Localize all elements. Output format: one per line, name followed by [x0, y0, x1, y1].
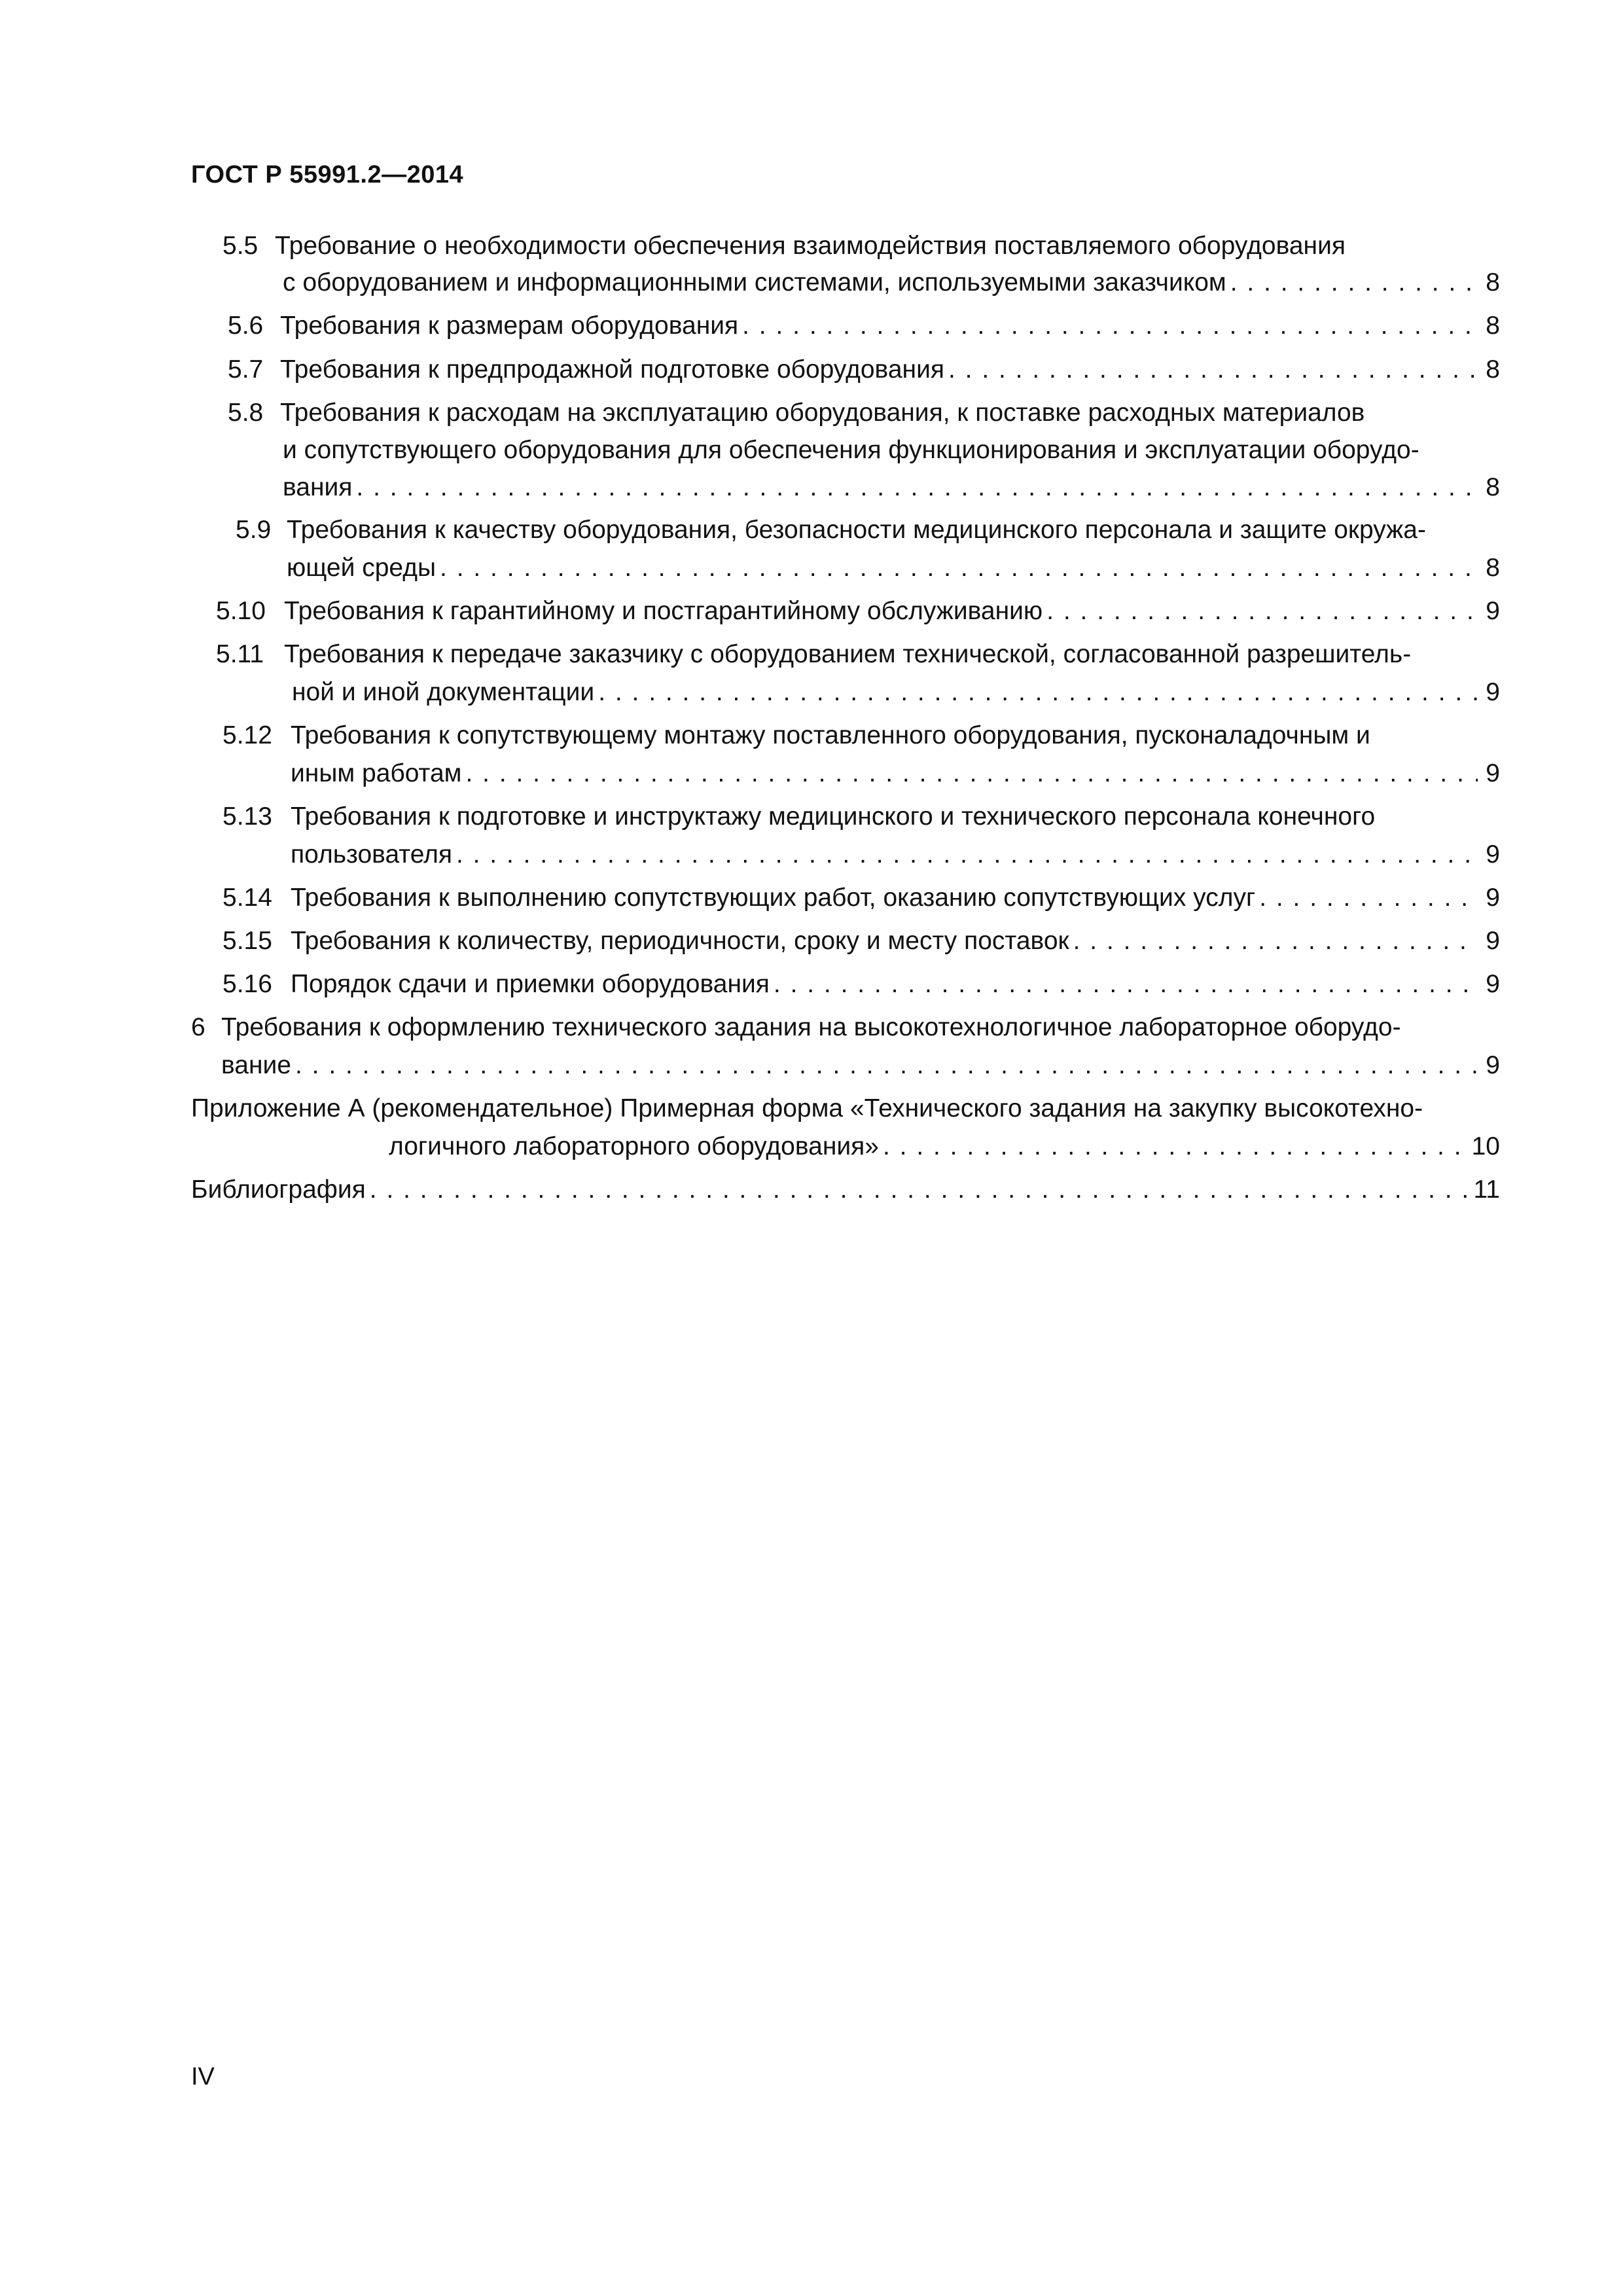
- toc-entry-number: 5.9: [236, 516, 272, 544]
- toc-entry-5-8-line1[interactable]: [228, 397, 1364, 429]
- toc-entry-6-line1[interactable]: [191, 1012, 1401, 1043]
- toc-entry-appendix-a-line1[interactable]: [191, 1093, 1423, 1124]
- toc-entry-title: Требования к предпродажной подготовке оборудования: [280, 355, 944, 384]
- toc-entry-title: Требования к качеству оборудования, безопасности медицинского персонала и защите окружа-: [287, 516, 1426, 544]
- toc-entry-title: Требования к сопутствующему монтажу поставленного оборудования, пусконаладочным и: [291, 721, 1370, 749]
- toc-entry-number: 6: [191, 1013, 205, 1041]
- toc-entry-title: Требования к расходам на эксплуатацию оборудования, к поставке расходных материалов: [280, 399, 1365, 427]
- toc-leader-dots: [1046, 596, 1478, 627]
- toc-entry-5-15[interactable]: [223, 925, 1500, 957]
- toc-entry-page: 8: [1486, 312, 1500, 340]
- toc-entry-5-9-line2[interactable]: [287, 552, 1500, 584]
- toc-entry-title-cont: с оборудованием и информационными системами, используемыми заказчиком: [283, 268, 1226, 296]
- toc-entry-title-cont: логичного лабораторного оборудования»: [389, 1132, 879, 1160]
- toc-entry-number: 5.12: [223, 721, 272, 749]
- toc-entry-5-8-line2[interactable]: [283, 435, 1419, 466]
- toc-leader-dots: [456, 839, 1478, 870]
- toc-entry-title-cont: вания: [283, 473, 353, 501]
- toc-entry-5-14[interactable]: [223, 882, 1500, 914]
- toc-entry-number: 5.11: [216, 640, 264, 668]
- toc-entry-5-5-line1[interactable]: [223, 230, 1346, 262]
- toc-entry-page: 8: [1486, 554, 1500, 582]
- toc-entry-number: 5.8: [228, 399, 264, 427]
- toc-entry-title: Требования к гарантийному и постгарантийному обслуживанию: [284, 597, 1043, 625]
- toc-entry-page: 9: [1486, 678, 1500, 706]
- toc-entry-5-11-line2[interactable]: [292, 677, 1500, 708]
- toc-entry-title-cont: вание: [221, 1051, 291, 1079]
- toc-leader-dots: [370, 1174, 1470, 1206]
- toc-entry-page: 9: [1486, 597, 1500, 625]
- toc-entry-page: 9: [1486, 970, 1500, 998]
- toc-entry-page: 9: [1486, 759, 1500, 787]
- toc-entry-5-16[interactable]: [223, 969, 1500, 1000]
- toc-entry-number: 5.16: [223, 970, 272, 998]
- page-number: IV: [191, 2063, 215, 2090]
- toc-leader-dots: [440, 552, 1478, 584]
- toc-leader-dots: [774, 969, 1478, 1000]
- toc-entry-6-line2[interactable]: [221, 1050, 1500, 1081]
- toc-entry-number: 5.13: [223, 802, 272, 831]
- toc-entry-title-cont: и сопутствующего оборудования для обеспечения функционирования и эксплуатации оборудо-: [283, 436, 1419, 464]
- toc-entry-number: 5.7: [228, 355, 264, 384]
- toc-entry-number: 5.6: [228, 312, 264, 340]
- toc-entry-appendix-a-line2[interactable]: [389, 1131, 1500, 1162]
- toc-entry-title: Библиография: [191, 1175, 366, 1204]
- toc-entry-5-6[interactable]: [228, 310, 1500, 342]
- document-id: ГОСТ Р 55991.2—2014: [191, 161, 464, 188]
- toc-entry-bibliography[interactable]: [191, 1174, 1500, 1206]
- toc-entry-title: Требования к передаче заказчику с оборудованием технической, согласованной разрешитель-: [284, 640, 1412, 668]
- toc-entry-5-9-line1[interactable]: [236, 514, 1426, 546]
- toc-leader-dots: [1073, 925, 1478, 957]
- toc-entry-title: Порядок сдачи и приемки оборудования: [291, 970, 770, 998]
- toc-entry-page: 9: [1486, 884, 1500, 912]
- toc-entry-page: 8: [1486, 355, 1500, 384]
- toc-entry-page: 9: [1486, 1051, 1500, 1079]
- toc-entry-number: 5.10: [216, 597, 266, 625]
- toc-entry-page: 8: [1486, 473, 1500, 501]
- toc-entry-page: 9: [1486, 840, 1500, 869]
- toc-entry-title: Требование о необходимости обеспечения взаимодействия поставляемого оборудования: [275, 232, 1346, 260]
- toc-entry-title-cont: ной и иной документации: [292, 678, 595, 706]
- toc-entry-title-cont: ющей среды: [287, 554, 437, 582]
- toc-entry-5-12-line1[interactable]: [223, 720, 1370, 751]
- toc-leader-dots: [1230, 267, 1478, 298]
- toc-leader-dots: [465, 758, 1478, 789]
- toc-entry-page: 9: [1486, 927, 1500, 955]
- toc-entry-5-10[interactable]: [216, 596, 1500, 627]
- toc-entry-number: 5.5: [223, 232, 259, 260]
- toc-leader-dots: [356, 472, 1478, 503]
- toc-entry-title: Требования к выполнению сопутствующих работ, оказанию сопутствующих услуг: [291, 884, 1256, 912]
- toc-entry-title: Требования к количеству, периодичности, сроку и месту поставок: [291, 927, 1069, 955]
- toc-entry-5-13-line2[interactable]: [291, 839, 1500, 870]
- toc-leader-dots: [948, 354, 1478, 386]
- toc-leader-dots: [1259, 882, 1478, 914]
- toc-leader-dots: [742, 310, 1478, 342]
- toc-entry-5-11-line1[interactable]: [216, 639, 1411, 670]
- toc-entry-title: Требования к подготовке и инструктажу медицинского и технического персонала конечного: [291, 802, 1376, 831]
- toc-leader-dots: [883, 1131, 1468, 1162]
- toc-entry-5-12-line2[interactable]: [291, 758, 1500, 789]
- toc-leader-dots: [598, 677, 1478, 708]
- toc-entry-number: 5.15: [223, 927, 272, 955]
- toc-entry-5-7[interactable]: [228, 354, 1500, 386]
- toc-entry-number: 5.14: [223, 884, 272, 912]
- toc-entry-title: Требования к оформлению технического задания на высокотехнологичное лабораторное оборудо-: [221, 1013, 1401, 1041]
- toc-entry-title-cont: иным работам: [291, 759, 462, 787]
- toc-entry-title-cont: пользователя: [291, 840, 452, 869]
- toc-entry-title: Требования к размерам оборудования: [280, 312, 739, 340]
- toc-entry-5-13-line1[interactable]: [223, 801, 1375, 833]
- toc-entry-5-5-line2[interactable]: [283, 267, 1500, 298]
- toc-entry-title: Приложение А (рекомендательное) Примерная форма «Технического задания на закупку высокотехно-: [191, 1094, 1423, 1122]
- toc-leader-dots: [295, 1050, 1478, 1081]
- toc-entry-page: 11: [1473, 1175, 1500, 1204]
- toc-entry-5-8-line3[interactable]: [283, 472, 1500, 503]
- toc-entry-page: 8: [1486, 268, 1500, 296]
- toc-entry-page: 10: [1471, 1132, 1500, 1160]
